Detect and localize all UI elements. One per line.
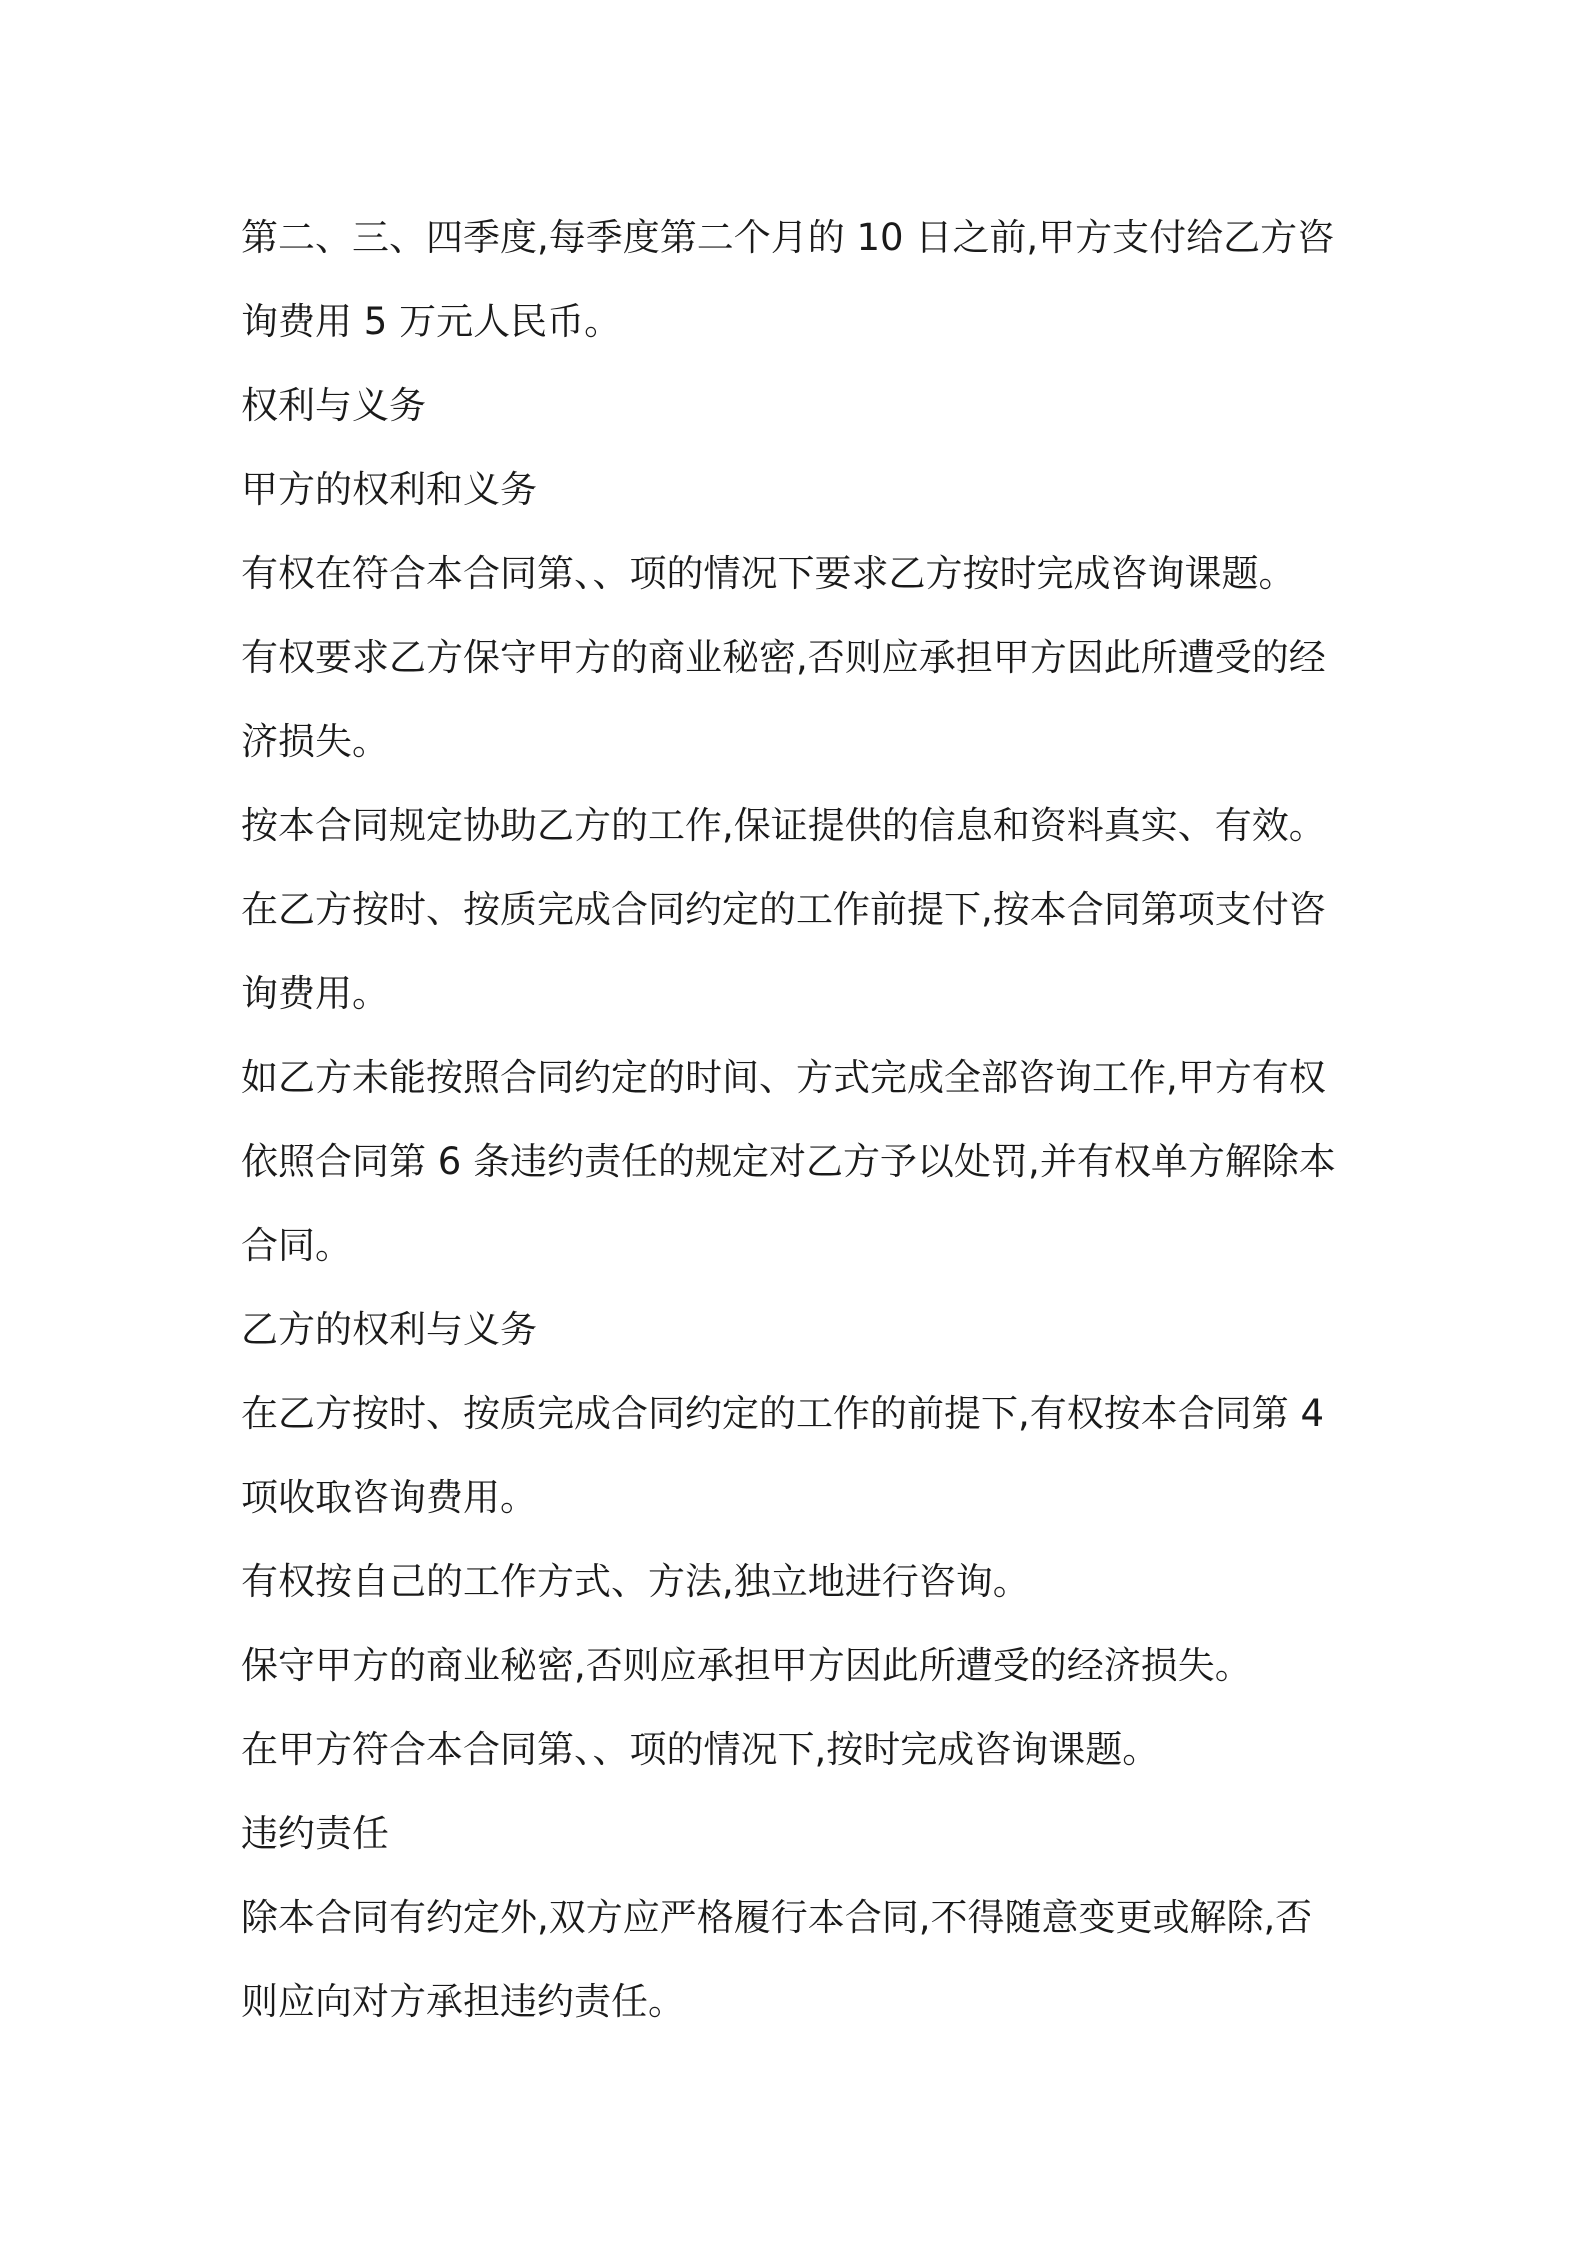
text-line-party-a-termination: 如乙方未能按照合同约定的时间、方式完成全部咨询工作,甲方有权 <box>241 1056 1326 1099</box>
subsection-heading-party-b: 乙方的权利与义务 <box>241 1308 537 1351</box>
text-line-party-a-obligation-2: 在乙方按时、按质完成合同约定的工作前提下,按本合同第项支付咨 <box>241 888 1326 931</box>
text-line-party-a-termination-end: 合同。 <box>241 1224 352 1267</box>
text-line-party-a-right-2: 有权要求乙方保守甲方的商业秘密,否则应承担甲方因此所遭受的经 <box>241 636 1326 679</box>
text-line-payment-schedule: 第二、三、四季度,每季度第二个月的 10 日之前,甲方支付给乙方咨 <box>241 216 1335 259</box>
subsection-heading-party-a: 甲方的权利和义务 <box>241 468 537 511</box>
text-line-party-b-right-1: 在乙方按时、按质完成合同约定的工作的前提下,有权按本合同第 4 <box>241 1392 1325 1435</box>
text-line-party-b-right-2: 有权按自己的工作方式、方法,独立地进行咨询。 <box>241 1560 1030 1603</box>
text-line-party-a-termination-cont: 依照合同第 6 条违约责任的规定对乙方予以处罚,并有权单方解除本 <box>241 1140 1336 1183</box>
text-line-payment-amount: 询费用 5 万元人民币。 <box>241 300 622 343</box>
text-line-party-b-right-1-cont: 项收取咨询费用。 <box>241 1476 537 1519</box>
text-line-liability-cont: 则应向对方承担违约责任。 <box>241 1980 685 2023</box>
text-line-party-a-obligation-1: 按本合同规定协助乙方的工作,保证提供的信息和资料真实、有效。 <box>241 804 1326 847</box>
text-line-party-a-right-1: 有权在符合本合同第、、项的情况下要求乙方按时完成咨询课题。 <box>241 552 1296 595</box>
section-heading-liability: 违约责任 <box>241 1812 389 1855</box>
text-line-party-a-right-2-cont: 济损失。 <box>241 720 389 763</box>
section-heading-rights-obligations: 权利与义务 <box>241 384 426 427</box>
text-line-liability: 除本合同有约定外,双方应严格履行本合同,不得随意变更或解除,否 <box>241 1896 1313 1939</box>
document-body <box>241 196 1351 2044</box>
text-line-party-b-obligation-1: 保守甲方的商业秘密,否则应承担甲方因此所遭受的经济损失。 <box>241 1644 1252 1687</box>
text-line-party-b-obligation-2: 在甲方符合本合同第、、项的情况下,按时完成咨询课题。 <box>241 1728 1160 1771</box>
text-line-party-a-obligation-2-cont: 询费用。 <box>241 972 389 1015</box>
